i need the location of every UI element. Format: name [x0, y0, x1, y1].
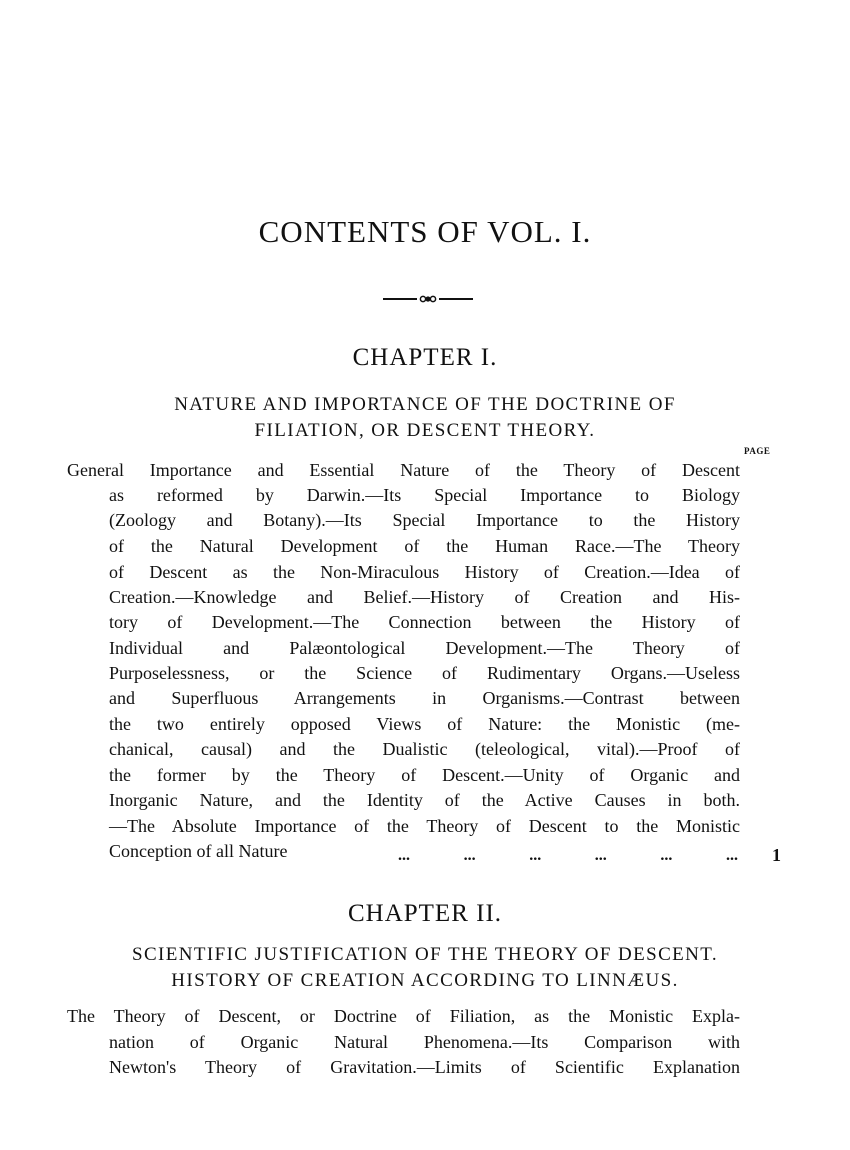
- summary-line: Inorganic Nature, and the Identity of the Active Causes in both.: [109, 790, 740, 810]
- summary-line: General Importance and Essential Nature of the Theory of Descent: [67, 460, 740, 480]
- summary-line: the former by the Theory of Descent.—Unity of Organic and: [109, 765, 740, 785]
- summary-line: of Descent as the Non-Miraculous History of Creation.—Idea of: [109, 562, 740, 582]
- summary-line: Individual and Palæontological Development.—The Theory of: [109, 638, 740, 658]
- chapter-title-line: SCIENTIFIC JUSTIFICATION OF THE THEORY OF DESCENT.: [131, 944, 719, 965]
- chapter-heading: CHAPTER I.: [352, 344, 498, 371]
- chapter-title-line: NATURE AND IMPORTANCE OF THE DOCTRINE OF: [174, 394, 676, 415]
- summary-line: —The Absolute Importance of the Theory of Descent to the Monistic: [109, 816, 740, 836]
- summary-line: Creation.—Knowledge and Belief.—History of Creation and His-: [109, 587, 740, 607]
- summary-line: nation of Organic Natural Phenomena.—Its Comparison with: [109, 1032, 740, 1052]
- page-number: 1: [772, 845, 781, 865]
- ornament-divider: [383, 292, 473, 306]
- summary-line: Conception of all Nature: [109, 841, 288, 861]
- summary-line: Purposelessness, or the Science of Rudimentary Organs.—Useless: [109, 663, 740, 683]
- leader-dots: ... ... ... ... ... ...: [398, 847, 738, 864]
- summary-line: the two entirely opposed Views of Nature: the Monistic (me-: [109, 714, 740, 734]
- summary-line: (Zoology and Botany).—Its Special Importance to the History: [109, 510, 740, 530]
- chapter-title-line: FILIATION, OR DESCENT THEORY.: [254, 420, 596, 441]
- page-column-label: PAGE: [744, 446, 771, 456]
- summary-line: and Superfluous Arrangements in Organisms.—Contrast between: [109, 688, 740, 708]
- summary-line: of the Natural Development of the Human Race.—The Theory: [109, 536, 740, 556]
- summary-line: Newton's Theory of Gravitation.—Limits of Scientific Explanation: [109, 1057, 740, 1077]
- chapter-title-line: HISTORY OF CREATION ACCORDING TO LINNÆUS.: [171, 970, 679, 991]
- summary-line: as reformed by Darwin.—Its Special Importance to Biology: [109, 485, 740, 505]
- summary-line: The Theory of Descent, or Doctrine of Filiation, as the Monistic Expla-: [67, 1006, 740, 1026]
- volume-title: CONTENTS OF VOL. I.: [258, 214, 592, 249]
- summary-line: tory of Development.—The Connection between the History of: [109, 612, 740, 632]
- chapter-heading: CHAPTER II.: [347, 900, 503, 927]
- summary-line: chanical, causal) and the Dualistic (teleological, vital).—Proof of: [109, 739, 740, 759]
